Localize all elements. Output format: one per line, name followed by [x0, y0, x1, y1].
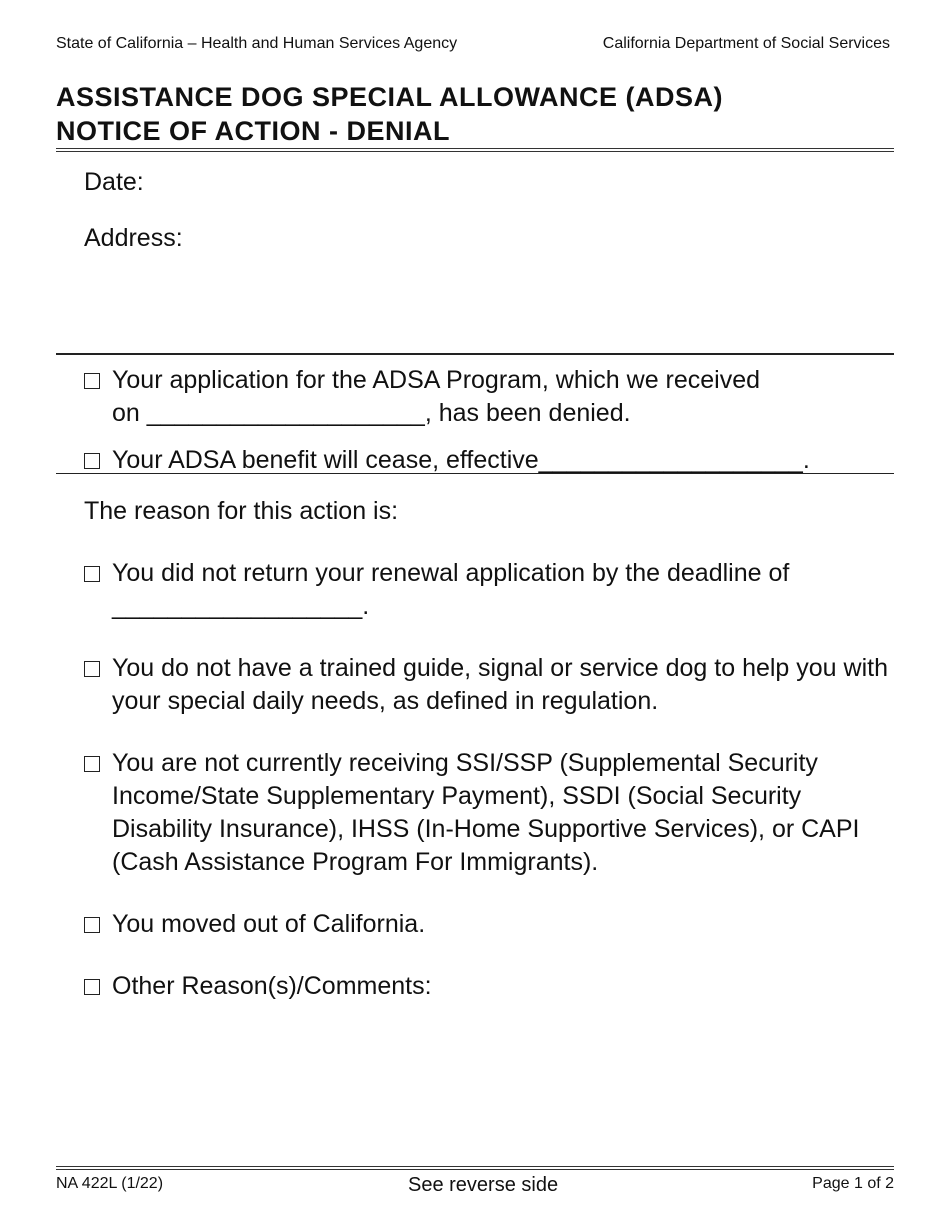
checkbox-renewal[interactable] — [84, 557, 112, 623]
date-label: Date: — [84, 168, 144, 196]
see-reverse-note: See reverse side — [408, 1174, 559, 1196]
action-denied-text-2: on ____________________, has been denied. — [112, 399, 631, 427]
reason-dog-text: You do not have a trained guide, signal or service dog to help you with your special daily needs, as defined in regulation. — [112, 654, 888, 715]
reason-moved-item — [84, 908, 896, 941]
checkbox-benefits[interactable] — [84, 747, 112, 879]
address-label: Address: — [84, 224, 183, 252]
reason-dog-item — [84, 652, 896, 718]
title-divider — [56, 148, 894, 152]
reason-intro: The reason for this action is: — [84, 497, 399, 525]
reason-renewal-item — [84, 557, 896, 623]
action-cease-text: Your ADSA benefit will cease, effective___________________. — [112, 446, 810, 474]
form-title — [56, 80, 723, 148]
page-number: Page 1 of 2 — [812, 1175, 894, 1192]
checkbox-denied[interactable] — [84, 364, 112, 430]
actions-divider — [56, 473, 894, 474]
agency-header: State of California – Health and Human Services Agency — [56, 35, 458, 52]
action-denied-item — [84, 364, 896, 430]
action-denied-text-1: Your application for the ADSA Program, which we received — [112, 366, 761, 394]
form-id: NA 422L (1/22) — [56, 1175, 164, 1192]
address-divider — [56, 353, 894, 355]
checkbox-other[interactable] — [84, 970, 112, 1003]
form-title-line-2: NOTICE OF ACTION - DENIAL — [56, 116, 450, 146]
reason-benefits-item — [84, 747, 896, 879]
footer-divider — [56, 1166, 894, 1170]
form-title-line-1: ASSISTANCE DOG SPECIAL ALLOWANCE (ADSA) — [56, 82, 724, 112]
checkbox-dog[interactable] — [84, 652, 112, 718]
checkbox-moved[interactable] — [84, 908, 112, 941]
reason-renewal-text-1: You did not return your renewal application by the deadline of — [112, 559, 790, 587]
reason-other-text: Other Reason(s)/Comments: — [112, 972, 432, 1000]
department-header: California Department of Social Services — [602, 35, 890, 52]
reason-other-item — [84, 970, 896, 1003]
reason-moved-text: You moved out of California. — [112, 910, 426, 938]
reason-benefits-text: You are not currently receiving SSI/SSP (Supplemental Security Income/State Supplementary Payment), SSDI (Social Security Disability Insurance), IHSS (In-Home Supportive Services), or CAPI (Cash Assistance Program For Immigrants). — [112, 749, 860, 876]
reason-renewal-text-2: __________________. — [112, 592, 370, 620]
